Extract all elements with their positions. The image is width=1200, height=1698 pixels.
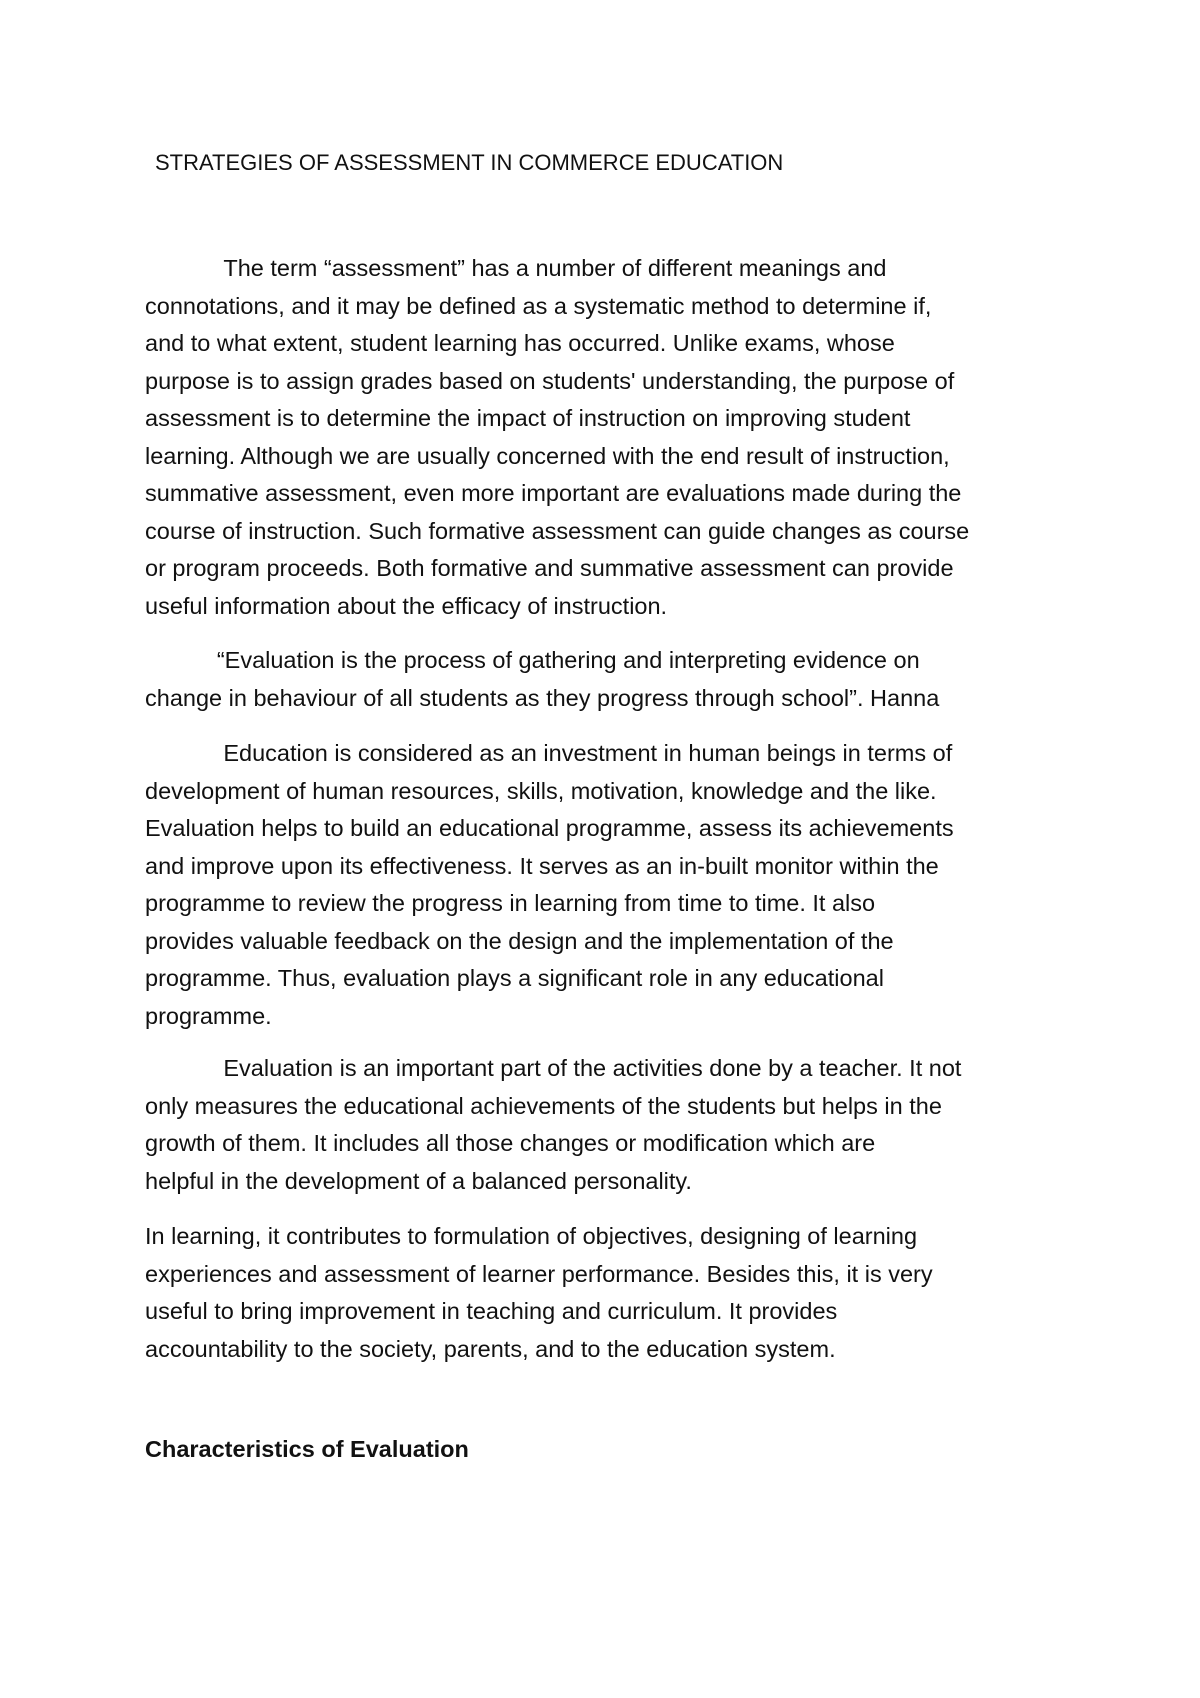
- paragraph-line: useful to bring improvement in teaching and curriculum. It provides: [145, 1298, 838, 1324]
- paragraph-line: growth of them. It includes all those changes or modification which are: [145, 1130, 876, 1156]
- paragraph-learning-contribution: [145, 1218, 1065, 1368]
- paragraph-line: accountability to the society, parents, and to the education system.: [145, 1335, 836, 1362]
- paragraph-line: programme.: [145, 1002, 272, 1029]
- paragraph-line: The term “assessment” has a number of different meanings and: [145, 255, 887, 281]
- paragraph-line: programme to review the progress in learning from time to time. It also: [145, 890, 876, 916]
- paragraph-education-investment: [145, 735, 1065, 1035]
- paragraph-line: change in behaviour of all students as they progress through school”. Hanna: [145, 684, 940, 711]
- paragraph-line: In learning, it contributes to formulation of objectives, designing of learning: [145, 1223, 918, 1249]
- paragraph-line: or program proceeds. Both formative and summative assessment can provide: [145, 555, 954, 581]
- paragraph-line: helpful in the development of a balanced personality.: [145, 1167, 692, 1194]
- paragraph-line: provides valuable feedback on the design and the implementation of the: [145, 927, 894, 954]
- paragraph-line: purpose is to assign grades based on students' understanding, the purpose of: [145, 367, 955, 394]
- paragraph-assessment-definition: [145, 250, 1065, 625]
- paragraph-line: Evaluation helps to build an educational programme, assess its achievements: [145, 815, 954, 841]
- paragraph-line: assessment is to determine the impact of instruction on improving student: [145, 405, 911, 431]
- paragraph-line: and to what extent, student learning has occurred. Unlike exams, whose: [145, 330, 895, 356]
- paragraph-line: Education is considered as an investment in human beings in terms of: [145, 740, 953, 766]
- paragraph-line: connotations, and it may be defined as a systematic method to determine if,: [145, 292, 932, 319]
- paragraph-line: useful information about the efficacy of instruction.: [145, 592, 668, 619]
- paragraph-line: course of instruction. Such formative assessment can guide changes as course: [145, 517, 970, 544]
- document-title: STRATEGIES OF ASSESSMENT IN COMMERCE EDUCATION: [155, 150, 784, 175]
- section-heading: Characteristics of Evaluation: [145, 1436, 469, 1462]
- paragraph-line: programme. Thus, evaluation plays a significant role in any educational: [145, 965, 884, 991]
- paragraph-line: learning. Although we are usually concerned with the end result of instruction,: [145, 442, 950, 469]
- paragraph-line: development of human resources, skills, motivation, knowledge and the like.: [145, 777, 937, 804]
- paragraph-line: only measures the educational achievements of the students but helps in the: [145, 1092, 942, 1119]
- paragraph-line: summative assessment, even more important are evaluations made during the: [145, 480, 962, 506]
- paragraph-line: and improve upon its effectiveness. It serves as an in-built monitor within the: [145, 852, 939, 879]
- paragraph-teacher-activities: [145, 1050, 1065, 1200]
- paragraph-line: “Evaluation is the process of gathering and interpreting evidence on: [145, 647, 920, 673]
- paragraph-evaluation-quote: [145, 642, 1065, 717]
- paragraph-line: experiences and assessment of learner performance. Besides this, it is very: [145, 1260, 933, 1287]
- paragraph-line: Evaluation is an important part of the activities done by a teacher. It not: [145, 1055, 962, 1081]
